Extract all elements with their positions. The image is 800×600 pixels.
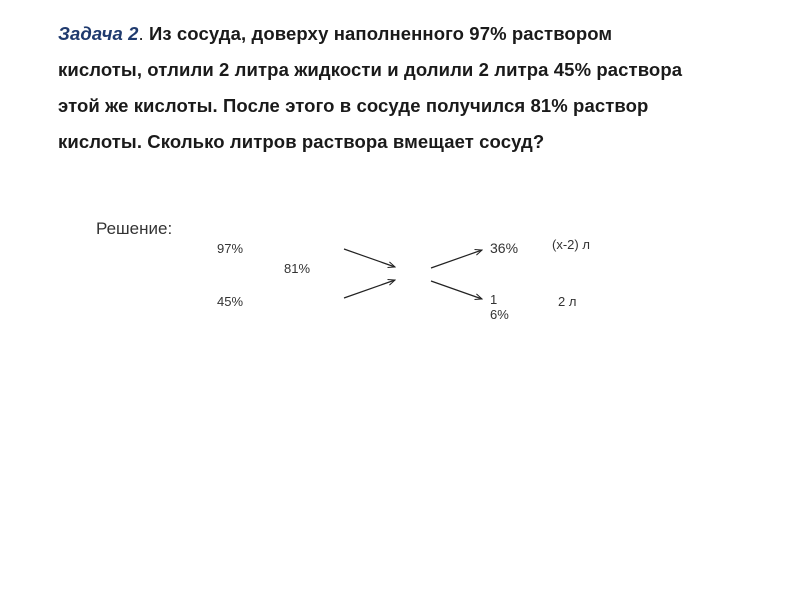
arrow-left-bottom bbox=[344, 280, 395, 298]
problem-line-3: этой же кислоты. После этого в сосуде получился 81% раствор bbox=[58, 95, 649, 116]
volume-bottom: 2 л bbox=[558, 294, 577, 309]
solution-label: Решение: bbox=[96, 219, 173, 238]
volume-top: (x-2) л bbox=[552, 237, 590, 252]
arrow-right-bottom bbox=[431, 281, 482, 299]
arrow-right-top bbox=[431, 250, 482, 268]
arrow-left-top bbox=[344, 249, 395, 267]
problem-title: Задача 2 bbox=[58, 23, 139, 44]
problem-line-4: кислоты. Сколько литров раствора вмещает сосуд? bbox=[58, 131, 545, 152]
right-top-difference: 36% bbox=[490, 240, 519, 256]
problem-title-dot: . bbox=[138, 23, 144, 44]
left-bottom-concentration: 45% bbox=[217, 294, 244, 309]
problem-line-2: кислоты, отлили 2 литра жидкости и долили 2 литра 45% раствора bbox=[58, 59, 683, 80]
left-top-concentration: 97% bbox=[217, 241, 244, 256]
right-bottom-difference: 16% bbox=[490, 292, 509, 322]
center-concentration: 81% bbox=[284, 261, 311, 276]
problem-text-line-1: Из сосуда, доверху наполненного 97% раствором bbox=[143, 23, 613, 44]
